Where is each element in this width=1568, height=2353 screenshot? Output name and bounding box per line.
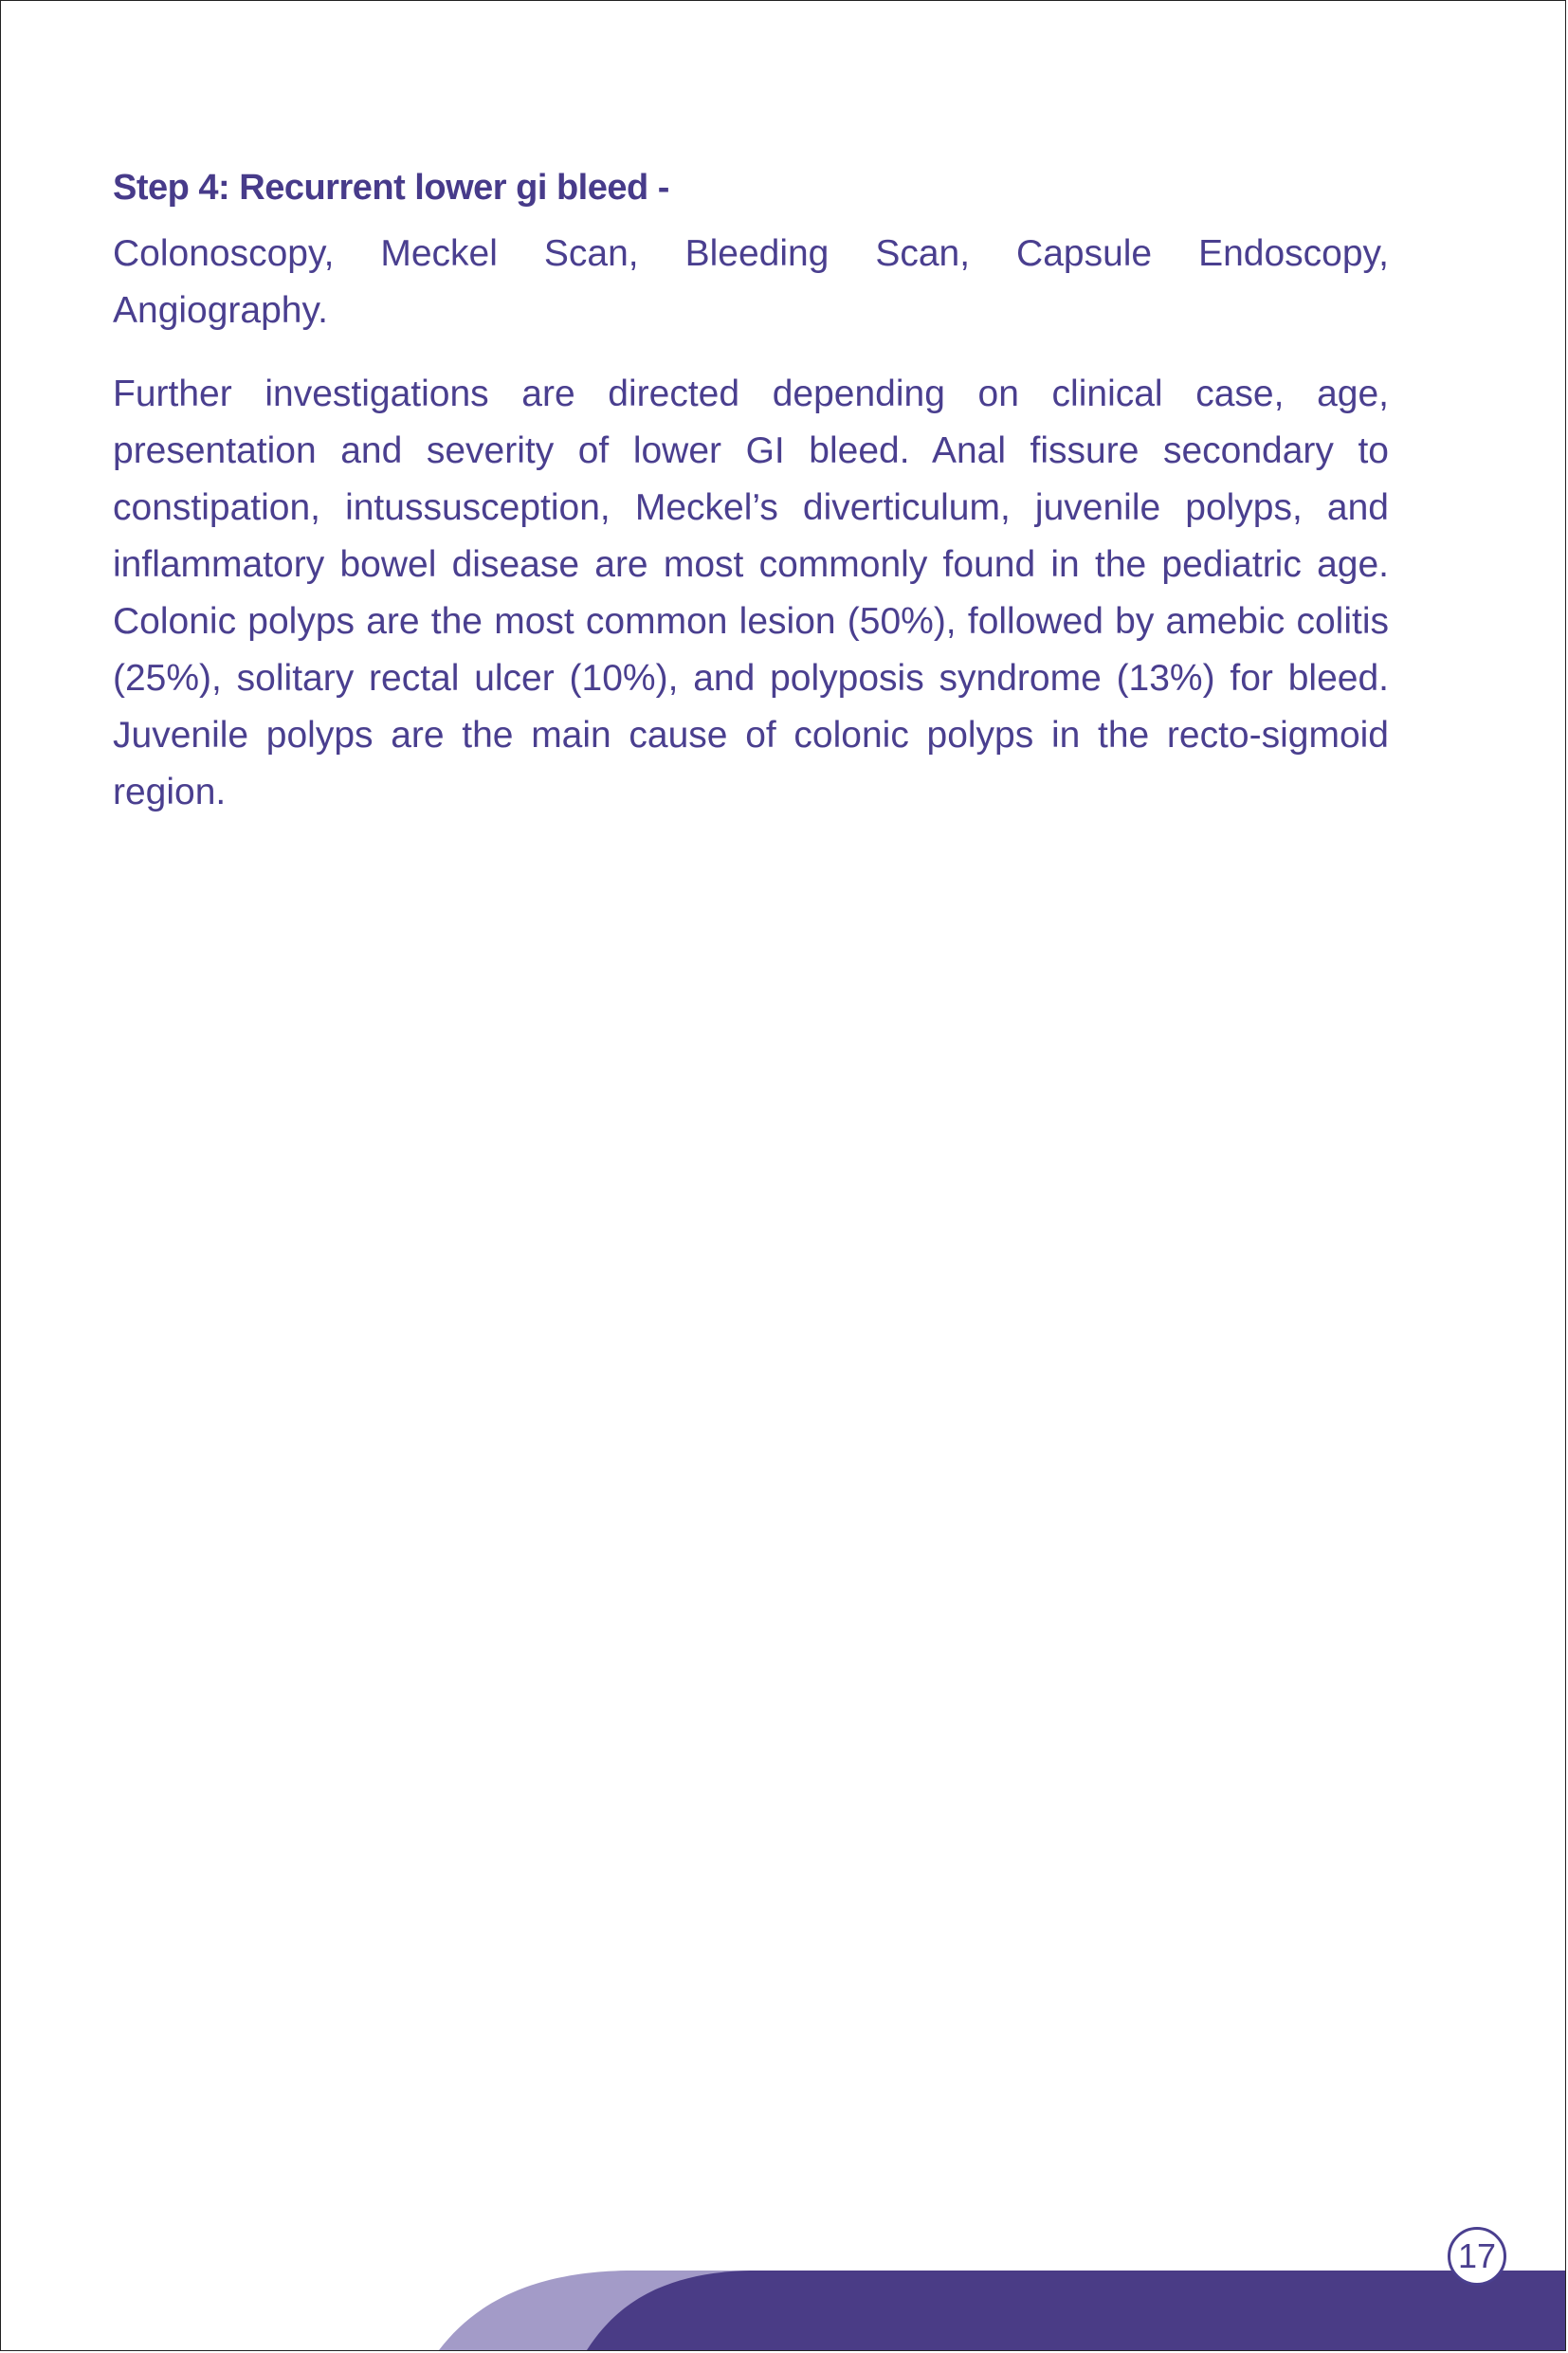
page-number: 17 [1448,2227,1506,2286]
footer-band [1,2265,1566,2350]
paragraph-tests: Colonoscopy, Meckel Scan, Bleeding Scan, Capsule Endoscopy, Angiography. [113,233,1389,331]
section-heading: Step 4: Recurrent lower gi bleed - [113,168,669,208]
footer-band-dark [587,2271,1566,2350]
paragraph-investigations: Further investigations are directed depending on clinical case, age, presentation and severity of lower GI bleed. Anal fissure secondary to constipation, intussusception, Meckel’s diverticulum, juvenile polyps, and inflammatory bowel disease are most commonly found in the pediatric age. Colonic polyps are the most common lesion (50%), followed by amebic colitis (25%), solitary rectal ulcer (10%), and polyposis syndrome (13%) for bleed. Juvenile polyps are the main cause of colonic polyps in the recto-sigmoid region. [113,374,1389,812]
page-content [113,168,1389,848]
